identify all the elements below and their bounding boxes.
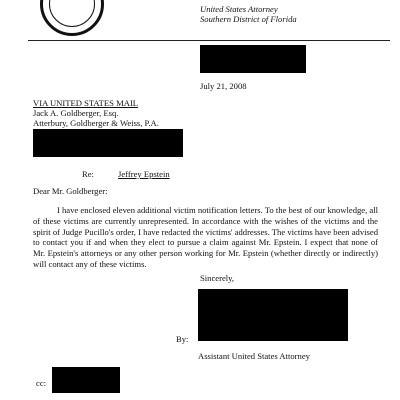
body-paragraph: [33, 205, 378, 270]
re-label: Re:: [82, 169, 94, 179]
letterhead-office-title: United States Attorney: [200, 4, 278, 14]
redaction-block-address: [33, 129, 183, 157]
re-subject: Jeffrey Epstein: [118, 169, 170, 179]
body-text: I have enclosed eleven additional victim notification letters. To the best of our knowledge, all of these victims are currently unrepresented. In accordance with the wishes of the victims and the spirit of Judge Pucillo's order, I have redacted the victims' addresses. The victims have been advised to contact you if and when they elect to pursue a claim against Mr. Epstein. I expect that none of Mr. Epstein's attorneys or any other person working for Mr. Epstein (whether directly or indirectly) will contact any of these victims.: [33, 205, 378, 269]
signer-title: Assistant United States Attorney: [198, 351, 310, 361]
redaction-block-signature: [198, 289, 348, 341]
closing: Sincerely,: [200, 273, 235, 283]
recipient-firm: Atterbury, Goldberger & Weiss, P.A.: [33, 118, 159, 128]
redaction-block-header: [200, 45, 306, 73]
redaction-block-cc: [52, 367, 120, 393]
cc-label: cc:: [36, 378, 47, 388]
recipient-name: Jack A. Goldberger, Esq.: [33, 108, 119, 118]
department-seal-inner-ring: [49, 0, 95, 27]
letterhead-district: Southern District of Florida: [200, 14, 297, 24]
department-seal: [40, 0, 104, 36]
letterhead-divider: [28, 40, 390, 41]
by-label: By:: [176, 334, 189, 344]
delivery-method: VIA UNITED STATES MAIL: [33, 98, 139, 108]
salutation: Dear Mr. Goldberger:: [33, 186, 108, 196]
letter-date: July 21, 2008: [200, 81, 247, 91]
